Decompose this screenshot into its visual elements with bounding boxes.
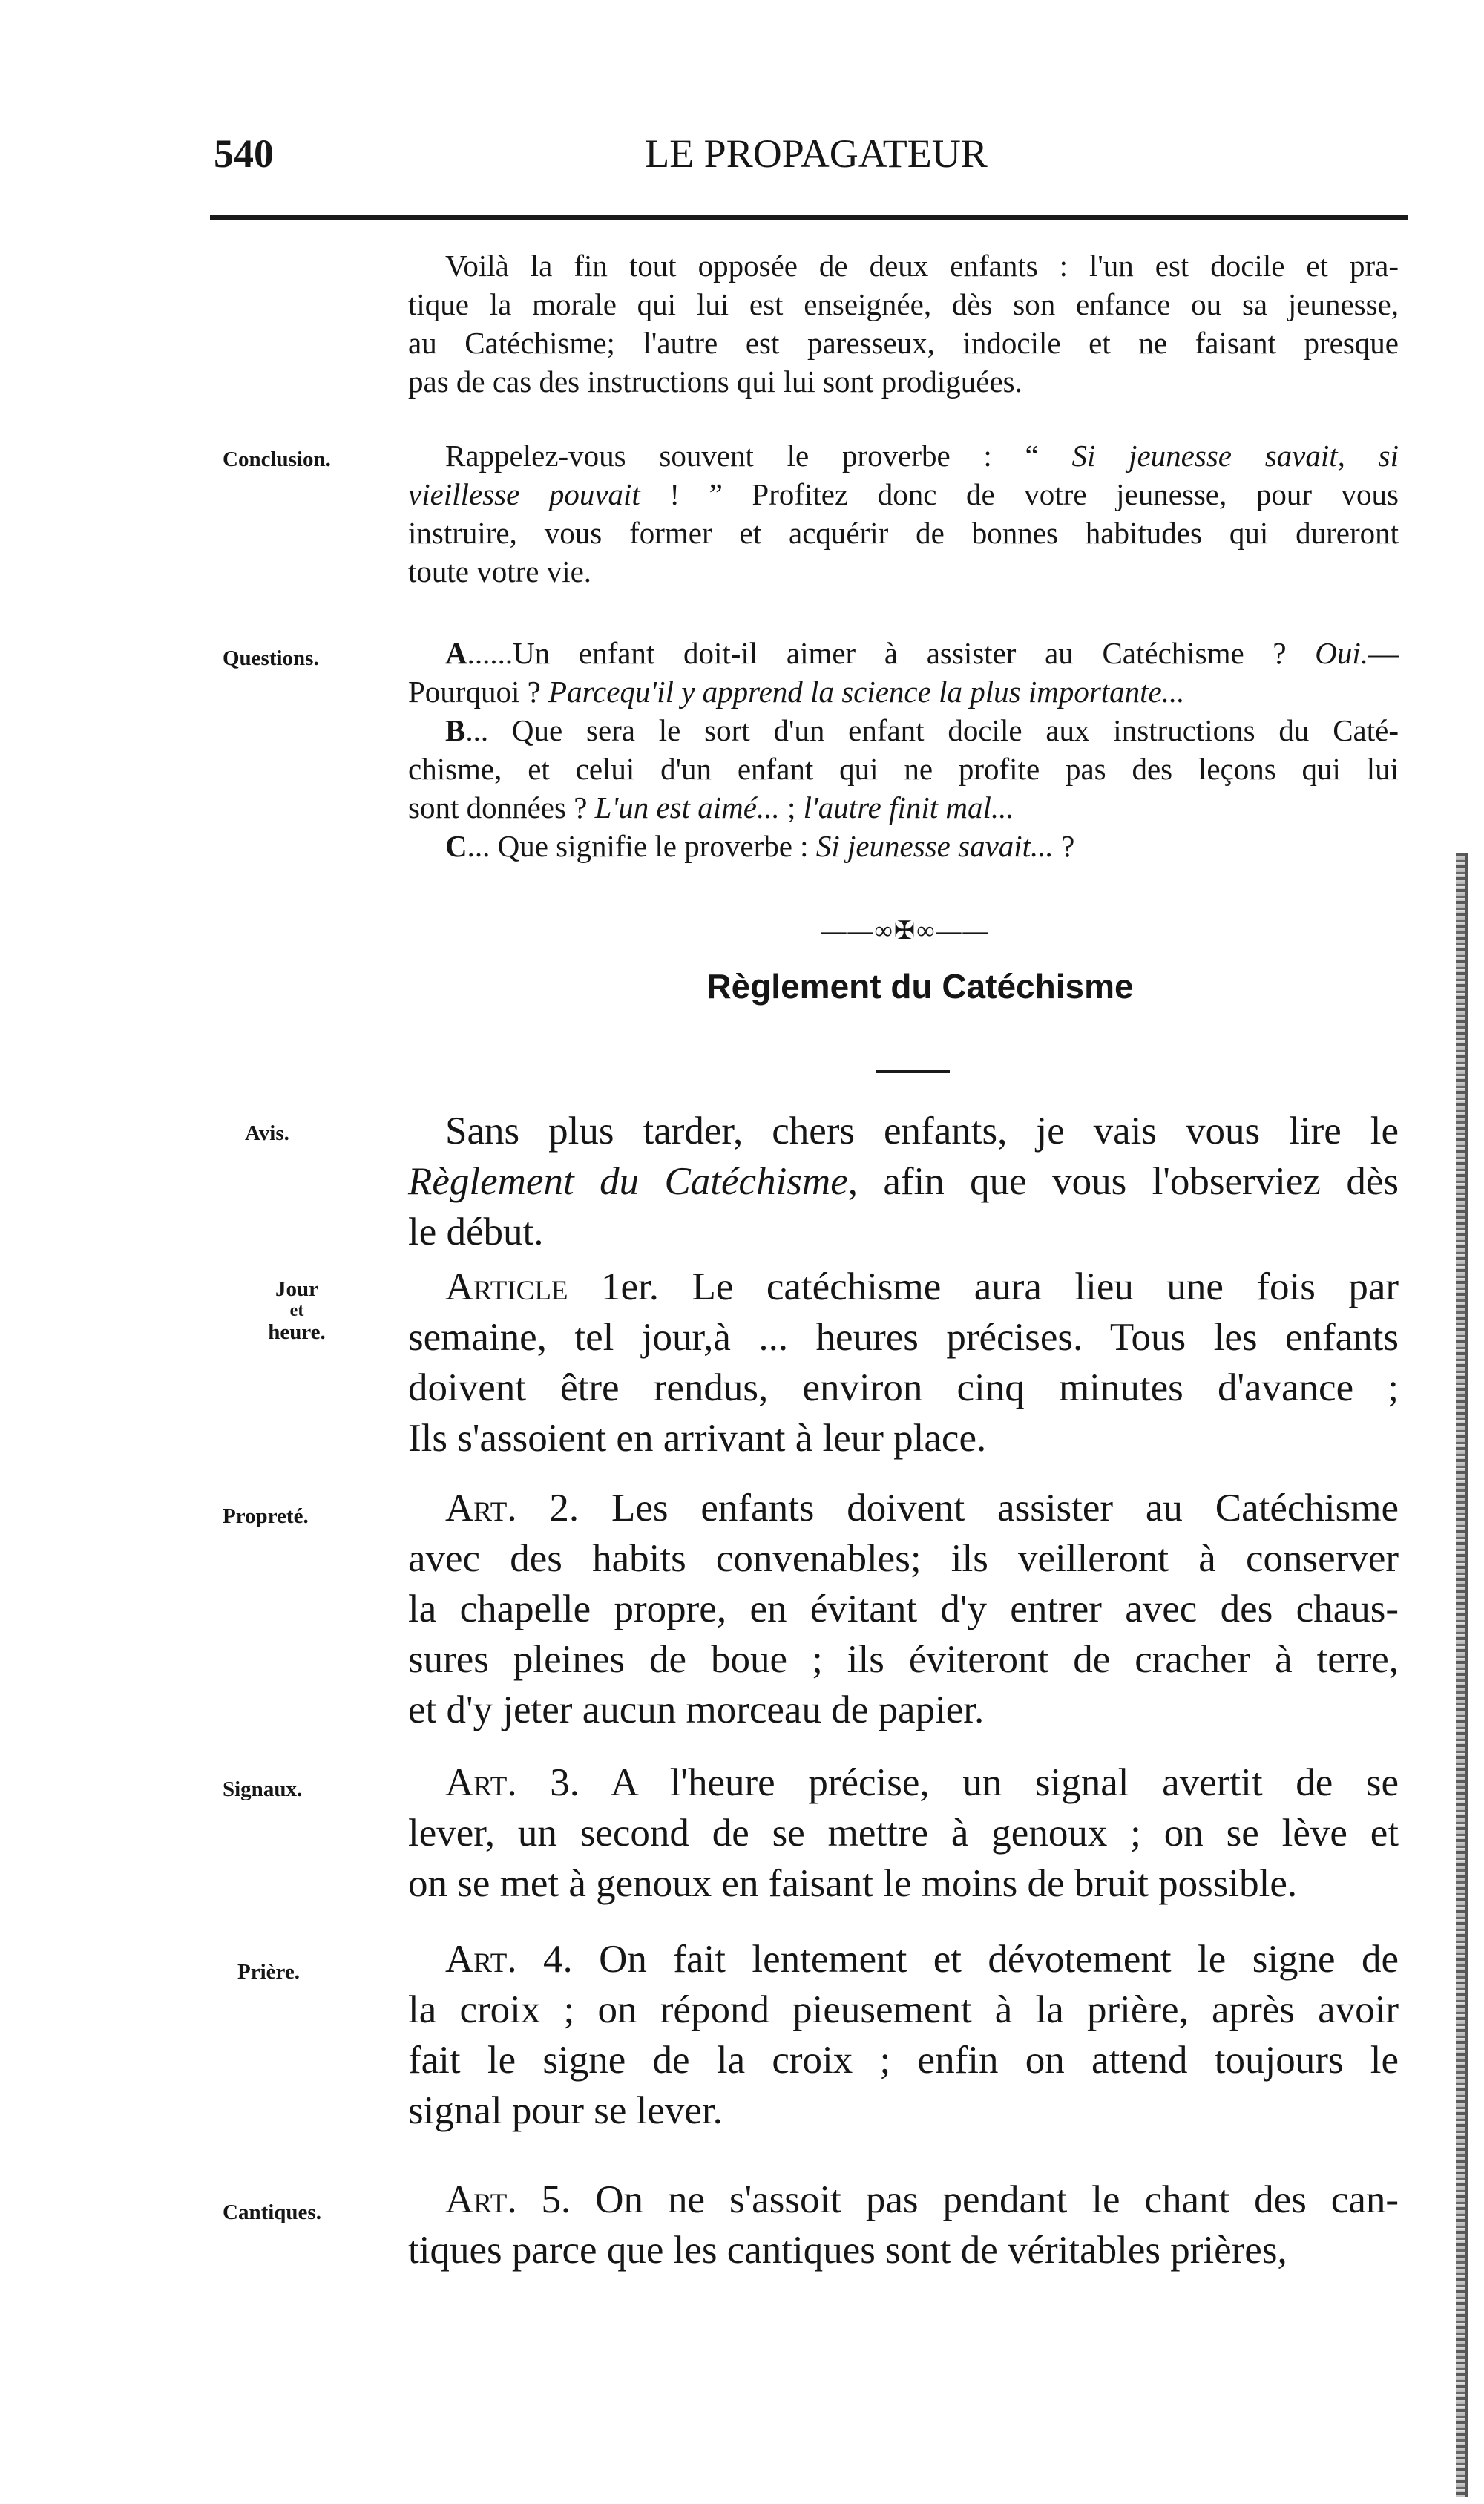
text-line	[408, 436, 1399, 475]
text-line: lever, un second de se mettre à genoux ; on se lève et	[408, 1812, 1399, 1855]
article-label: Art.	[445, 2178, 517, 2221]
text-run: ;	[779, 790, 804, 825]
margin-note-cantiques: Cantiques.	[223, 2200, 321, 2224]
margin-note-avis: Avis.	[245, 1121, 289, 1145]
text-line: la chapelle propre, en évitant d'y entrer avec des chaus-	[408, 1587, 1399, 1630]
text-line: la croix ; on répond pieusement à la prière, après avoir	[408, 1988, 1399, 2031]
intro-paragraph	[408, 246, 1399, 401]
text-line	[408, 1757, 1399, 1808]
note-line: et	[289, 1301, 304, 1320]
article-label: Art.	[445, 1487, 517, 1530]
text-run: Rappelez-vous souvent le proverbe : “	[445, 439, 1039, 473]
header-rule	[210, 215, 1408, 220]
text-run: ! ” Profitez donc de votre jeunesse, pour vous	[640, 477, 1399, 511]
text-line: Sans plus tarder, chers enfants, je vais vous lire le	[445, 1110, 1399, 1153]
text-line: Ils s'assoient en arrivant à leur place.	[408, 1417, 987, 1460]
article-label: Art.	[445, 1938, 517, 1981]
text-run: ?	[1053, 829, 1075, 863]
text-line: doivent être rendus, environ cinq minutes d'avance ;	[408, 1366, 1399, 1409]
question-a	[408, 634, 1399, 672]
text-line: fait le signe de la croix ; enfin on attend toujours le	[408, 2039, 1399, 2082]
text-line	[408, 475, 1399, 514]
questions-paragraph	[408, 634, 1399, 865]
article-number: 3.	[516, 1761, 580, 1804]
question-letter: C	[445, 829, 467, 863]
article-label: Article	[445, 1265, 568, 1308]
proverb-text: vieillesse pouvait	[408, 477, 640, 511]
question-b	[408, 711, 1399, 750]
text-run: , afin que vous l'observiez dès	[847, 1160, 1399, 1203]
text-run: ... Que sera le sort d'un enfant docile aux instructions du Caté-	[465, 713, 1399, 747]
text-line	[408, 2174, 1399, 2225]
article-3	[408, 1757, 1399, 1909]
text-line: le début.	[408, 1210, 544, 1253]
article-2	[408, 1483, 1399, 1735]
text-line: tiques parce que les cantiques sont de véritables prières,	[408, 2229, 1287, 2272]
section-title: Règlement du Catéchisme	[706, 967, 1134, 1006]
text-line: Voilà la fin tout opposée de deux enfants : l'un est docile et pra-	[445, 249, 1399, 283]
text-line: on se met à genoux en faisant le moins de bruit possible.	[408, 1862, 1298, 1905]
answer-text: Parcequ'il y apprend la science la plus importante...	[548, 675, 1185, 709]
answer-text: Si jeunesse savait...	[815, 829, 1054, 863]
text-line	[408, 1483, 1399, 1533]
page-number: 540	[214, 131, 274, 176]
margin-note-jour-et-heure	[215, 1276, 378, 1345]
question-letter: B	[445, 713, 466, 747]
running-title: LE PROPAGATEUR	[645, 131, 988, 176]
answer-text: Oui.	[1315, 636, 1368, 670]
text-run: Les enfants doivent assister au Catéchisme	[579, 1487, 1399, 1530]
article-4	[408, 1934, 1399, 2136]
avis-paragraph	[408, 1106, 1399, 1257]
article-label: Art.	[445, 1761, 517, 1804]
conclusion-paragraph	[408, 436, 1399, 591]
margin-note-priere: Prière.	[237, 1960, 300, 1984]
text-run: sont données ?	[408, 790, 595, 825]
text-line	[408, 1156, 1399, 1207]
title-rule	[876, 1070, 950, 1073]
text-run: Pourquoi ?	[408, 675, 549, 709]
text-run: Le catéchisme aura lieu une fois par	[659, 1265, 1399, 1308]
margin-note-conclusion: Conclusion.	[223, 448, 331, 471]
answer-text: L'un est aimé...	[594, 790, 780, 825]
article-number: 5.	[516, 2178, 571, 2221]
text-run: ... Que signifie le proverbe :	[467, 829, 816, 863]
text-line: signal pour se lever.	[408, 2089, 723, 2132]
article-5	[408, 2174, 1399, 2275]
article-number: 4.	[516, 1938, 573, 1981]
note-line: Jour	[275, 1277, 318, 1301]
text-run: On fait lentement et dévotement le signe de	[572, 1938, 1399, 1981]
regulation-title-italic: Règlement du Catéchisme	[408, 1160, 848, 1203]
text-line	[408, 788, 1399, 827]
text-line	[408, 1934, 1399, 1984]
article-1	[408, 1262, 1399, 1464]
text-line: chisme, et celui d'un enfant qui ne profite pas des leçons qui lui	[408, 752, 1399, 786]
scan-edge-line	[1465, 853, 1468, 2497]
text-run: ......Un enfant doit-il aimer à assister au Catéchisme ?	[467, 636, 1316, 670]
text-line: semaine, tel jour,à ... heures précises. Tous les enfants	[408, 1316, 1399, 1359]
text-run: —	[1368, 636, 1399, 670]
text-line: et d'y jeter aucun morceau de papier.	[408, 1688, 985, 1731]
text-line: sures pleines de boue ; ils éviteront de cracher à terre,	[408, 1638, 1399, 1681]
ornament-divider: ——∞✠∞——	[821, 917, 990, 945]
note-line: heure.	[268, 1320, 326, 1344]
text-line: instruire, vous former et acquérir de bonnes habitudes qui dureront	[408, 516, 1399, 550]
text-run: A l'heure précise, un signal avertit de se	[580, 1761, 1399, 1804]
margin-note-proprete: Propreté.	[223, 1504, 309, 1528]
article-number: 1er.	[568, 1265, 660, 1308]
question-c	[408, 827, 1399, 865]
text-line: pas de cas des instructions qui lui sont prodiguées.	[408, 364, 1022, 399]
answer-text: l'autre finit mal...	[803, 790, 1014, 825]
article-number: 2.	[516, 1487, 580, 1530]
text-line: toute votre vie.	[408, 554, 592, 589]
proverb-text: Si jeunesse savait, si	[1038, 439, 1399, 473]
margin-note-questions: Questions.	[223, 646, 319, 670]
text-line	[408, 1262, 1399, 1312]
text-line: au Catéchisme; l'autre est paresseux, indocile et ne faisant presque	[408, 326, 1399, 360]
text-run: On ne s'assoit pas pendant le chant des can-	[571, 2178, 1399, 2221]
text-line	[408, 672, 1399, 711]
margin-note-signaux: Signaux.	[223, 1777, 303, 1801]
text-line: tique la morale qui lui est enseignée, dès son enfance ou sa jeunesse,	[408, 287, 1399, 321]
question-letter: A	[445, 636, 467, 670]
text-line: avec des habits convenables; ils veilleront à conserver	[408, 1537, 1399, 1580]
